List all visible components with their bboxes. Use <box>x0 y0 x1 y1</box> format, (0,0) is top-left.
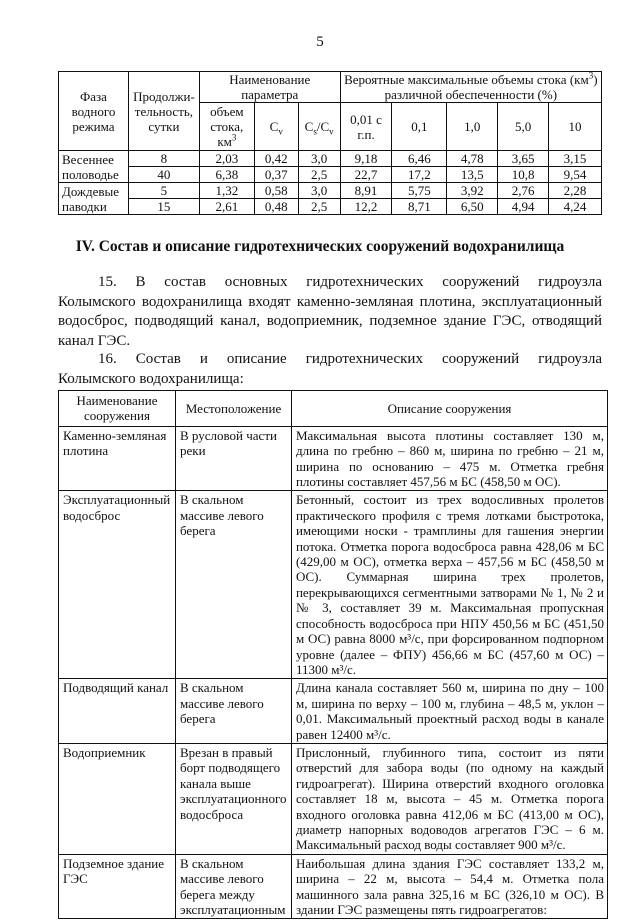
cell: 13,5 <box>447 167 498 183</box>
pct-header: 1,0 <box>447 103 498 151</box>
phase-label-line: паводки <box>62 198 107 214</box>
cell: 8,91 <box>340 183 392 199</box>
pct-header: 0,1 <box>392 103 447 151</box>
cell: 6,50 <box>447 199 498 215</box>
cell: 12,2 <box>340 199 392 215</box>
paragraph-first-line: 16. Состав и описание гидротехнических сооружений гидроузла <box>98 351 602 367</box>
cell: 2,76 <box>498 183 549 199</box>
cell: 0,48 <box>254 199 298 215</box>
duration-header: Продолжи-тельность, сутки <box>128 72 199 151</box>
structure-name: Эксплуатационный водосброс <box>59 491 176 679</box>
page-number: 5 <box>316 34 324 50</box>
structure-description: Прислонный, глубинного типа, состоит из пяти отверстий для забора воды (по одному на каждый гидроагрегат). Ширина отверстий входного оголовка составляет 18 м, высота – 45 м. Отметка порога входного оголовка равна 412,06 м БС (413,00 м ОС), диаметр напорных водоводов агрегатов ГЭС – 6 м. Максимальный расход воды составляет 900 м³/с. <box>291 743 607 854</box>
phase-label <box>59 151 129 183</box>
cell: 8,71 <box>392 199 447 215</box>
structure-description: Длина канала составляет 560 м, ширина по дну – 100 м, ширина по верху – 100 м, глубина – 48,5 м, уклон – 0,01. Максимальный проектный расход воды в канале равен 12400 м³/с. <box>291 679 607 744</box>
table-row <box>59 167 602 183</box>
table-row <box>59 426 608 491</box>
cv-subheader: $C_v$ <box>254 103 298 151</box>
cell: 22,7 <box>340 167 392 183</box>
table-row <box>59 743 608 854</box>
cell: 10,8 <box>498 167 549 183</box>
phase-label-line: половодье <box>62 166 119 182</box>
structure-location: В русловой части реки <box>175 426 291 491</box>
cell: 2,5 <box>298 167 340 183</box>
cell: 15 <box>128 199 199 215</box>
table-row <box>59 151 602 167</box>
cell: 9,18 <box>340 151 392 167</box>
runoff-table <box>58 71 602 215</box>
phase-label-line: Весеннее <box>62 151 114 167</box>
pct-header: 5,0 <box>498 103 549 151</box>
section-heading: IV. Состав и описание гидротехнических сооружений водохранилища <box>75 238 565 255</box>
structure-description: Максимальная высота плотины составляет 130 м, длина по гребню – 860 м, ширина по гребню – 21 м, ширина по основанию – 475 м. Отметка гребня плотины составляет 457,56 м БС (458,50 м ОС). <box>291 426 607 491</box>
pct-header: 0,01 с г.п. <box>340 103 392 151</box>
volumes-header: Вероятные максимальные объемы стока $(км^3)$ различной обеспеченности (%) <box>340 72 601 103</box>
cell: 3,15 <box>549 151 602 167</box>
cell: 2,28 <box>549 183 602 199</box>
structure-name: Подземное здание ГЭС <box>59 854 176 919</box>
cell: 0,37 <box>254 167 298 183</box>
cell: 3,0 <box>298 183 340 199</box>
description-header: Описание сооружения <box>291 391 607 427</box>
cell: 0,42 <box>254 151 298 167</box>
paragraph-16 <box>58 350 602 389</box>
structure-location: В скальном массиве левого берега <box>175 679 291 744</box>
structure-name: Подводящий канал <box>59 679 176 744</box>
volume-subheader: объем стока, $км^3$ <box>199 103 254 151</box>
cell: 4,24 <box>549 199 602 215</box>
cell: 3,65 <box>498 151 549 167</box>
structure-description: Наибольшая длина здания ГЭС составляет 133,2 м, ширина – 22 м, высота – 54,4 м. Отметка пола машинного зала равна 325,16 м БС (326,10 м ОС). В здании ГЭС размещены пять гидроагрегатов: <box>291 854 607 919</box>
cell: 5 <box>128 183 199 199</box>
cell: 5,75 <box>392 183 447 199</box>
cell: 40 <box>128 167 199 183</box>
structure-name: Водоприемник <box>59 743 176 854</box>
structures-table <box>58 390 608 919</box>
cell: 1,32 <box>199 183 254 199</box>
table-row <box>59 854 608 919</box>
paragraph-text: Колымского водохранилища: <box>58 370 244 387</box>
paragraph-15 <box>58 273 602 351</box>
table-row <box>59 679 608 744</box>
structure-location: Врезан в правый борт подводящего канала выше эксплуатационного водосброса <box>175 743 291 854</box>
name-header: Наименование сооружения <box>59 391 176 427</box>
cell: 4,94 <box>498 199 549 215</box>
pct-header: 10 <box>549 103 602 151</box>
structure-location: В скальном массиве левого берега <box>175 491 291 679</box>
cell: 2,61 <box>199 199 254 215</box>
structure-name: Каменно-земляная плотина <box>59 426 176 491</box>
phase-label-line: Дождевые <box>62 183 120 199</box>
table-row <box>59 199 602 215</box>
cell: 4,78 <box>447 151 498 167</box>
cell: 9,54 <box>549 167 602 183</box>
paragraph-first-line: 15. В состав основных гидротехнических сооружений гидроузла <box>98 274 602 290</box>
cscv-subheader: $C_s/C_v$ <box>298 103 340 151</box>
cell: 17,2 <box>392 167 447 183</box>
phase-header: Фаза водного режима <box>59 72 129 151</box>
table-row <box>59 183 602 199</box>
cell: 3,0 <box>298 151 340 167</box>
structure-location: В скальном массиве левого берега между эксплуатационным <box>175 854 291 919</box>
cell: 2,03 <box>199 151 254 167</box>
paragraph-text: Колымского водохранилища входят каменно-земляная плотина, эксплуатационный водосброс, подводящий канал, водоприемник, подземное здание ГЭС, отводящий канал ГЭС. <box>58 293 602 349</box>
structure-description: Бетонный, состоит из трех водосливных пролетов практического профиля с тремя лотками быстротока, имеющими носки - трамплины для гашения энергии потока. Отметка порога водосброса равна 428,06 м БС (429,00 м ОС), отметка верха – 457,56 м БС (458,50 м ОС). Суммарная ширина трех пролетов, перекрывающихся сегментными затворами № 1, № 2 и № 3, составляет 39 м. Максимальная пропускная способность водосброса при НПУ 450,56 м БС (451,50 м ОС) равна 8000 м³/с, при форсированном подпорном уровне (далее – ФПУ) 456,66 м БС (457,60 м ОС) – 11300 м³/с. <box>291 491 607 679</box>
cell: 6,38 <box>199 167 254 183</box>
location-header: Местоположение <box>175 391 291 427</box>
phase-label <box>59 183 129 215</box>
table-row <box>59 491 608 679</box>
cell: 8 <box>128 151 199 167</box>
cell: 2,5 <box>298 199 340 215</box>
cell: 3,92 <box>447 183 498 199</box>
cell: 6,46 <box>392 151 447 167</box>
cell: 0,58 <box>254 183 298 199</box>
params-header: Наименование параметра <box>199 72 340 103</box>
